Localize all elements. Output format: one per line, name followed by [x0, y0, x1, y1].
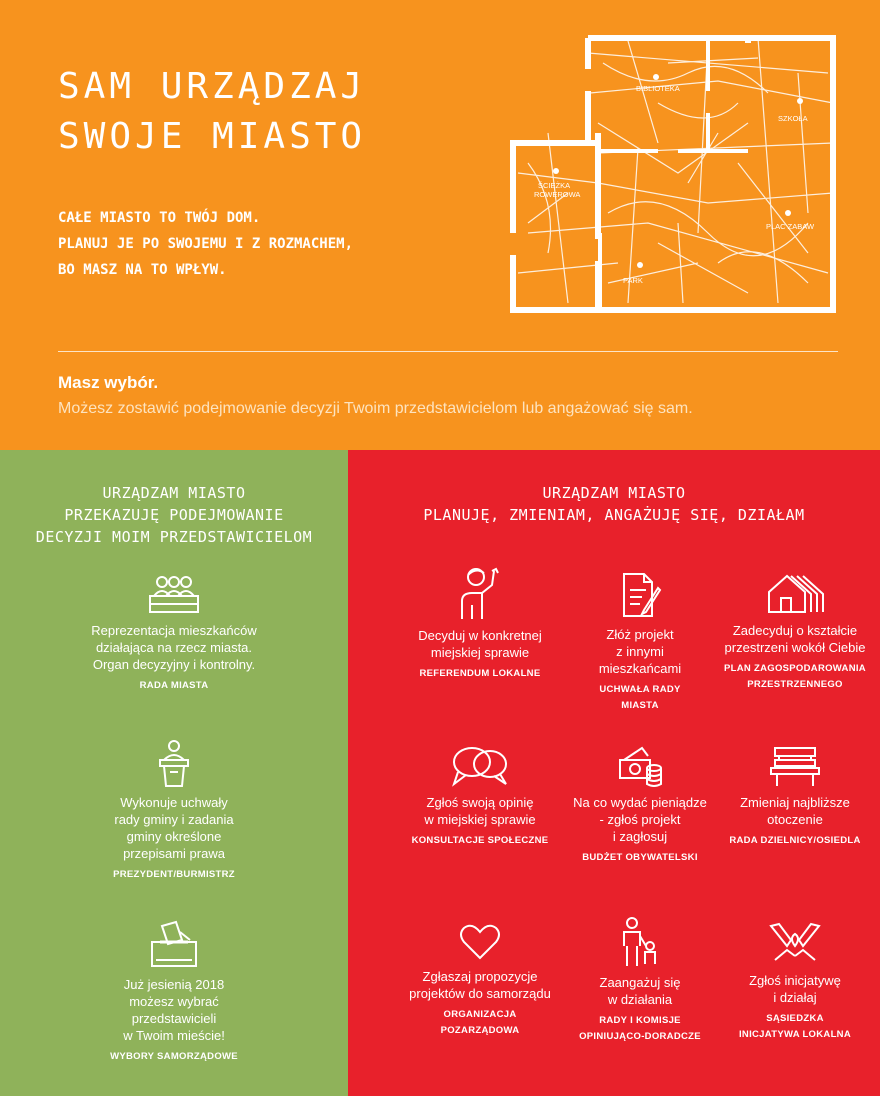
houses-icon: [765, 570, 825, 616]
item-rada-dzielnicy: Zmieniaj najbliższe otoczenie RADA DZIELNICY/OSIEDLA: [710, 744, 880, 849]
document-pen-icon: [618, 570, 662, 620]
item-wybory: Już jesienią 2018 możesz wybrać przedstawicieli w Twoim mieście! WYBORY SAMORZĄDOWE: [24, 920, 324, 1065]
map-label-bike-path: ŚCIEŻKA: [538, 181, 571, 190]
item-budzet: Na co wydać pieniądze - zgłoś projekt i zagłosuj BUDŻET OBYWATELSKI: [560, 744, 720, 866]
heart-icon: [458, 922, 502, 962]
tagline: CAŁE MIASTO TO TWÓJ DOM. PLANUJ JE PO SWOJEMU I Z ROZMACHEM, BO MASZ NA TO WPŁYW.: [58, 210, 354, 278]
right-column-participation: [348, 450, 880, 1096]
council-icon: [144, 572, 204, 616]
item-inicjatywa: Zgłoś inicjatywę i działaj SĄSIEDZKA INICJATYWA LOKALNA: [710, 920, 880, 1043]
speech-bubbles-icon: [450, 744, 510, 788]
bench-icon: [769, 744, 821, 788]
ballot-box-icon: [146, 920, 202, 970]
podium-speaker-icon: [152, 738, 196, 788]
right-heading: URZĄDZAM MIASTO PLANUJĘ, ZMIENIAM, ANGAŻUJĘ SIĘ, DZIAŁAM: [423, 484, 805, 524]
money-coins-icon: [616, 744, 664, 788]
helping-hands-icon: [769, 920, 821, 966]
item-uchwala: Złóż projekt z innymi mieszkańcami UCHWAŁA RADY MIASTA: [560, 570, 720, 714]
map-label-playground: PLAC ZABAW: [766, 222, 815, 231]
item-konsultacje: Zgłoś swoją opinię w miejskiej sprawie KONSULTACJE SPOŁECZNE: [400, 744, 560, 849]
map-label-library: BIBLIOTEKA: [636, 84, 680, 93]
item-organizacja: Zgłaszaj propozycje projektów do samorządu ORGANIZACJA POZARZĄDOWA: [400, 922, 560, 1039]
divider: [58, 351, 838, 352]
left-heading: URZĄDZAM MIASTO PRZEKAZUJĘ PODEJMOWANIE DECYZJI MOIM PRZEDSTAWICIELOM: [35, 484, 313, 546]
city-floorplan-map: [508, 33, 838, 315]
left-column-representatives: [0, 450, 348, 1096]
header-section: [0, 0, 880, 450]
item-prezydent: Wykonuje uchwały rady gminy i zadania gminy określone przepisami prawa PREZYDENT/BURMISTRZ: [24, 738, 324, 883]
map-label-school: SZKOŁA: [778, 114, 808, 123]
item-rady-komisje: Zaangażuj się w działania RADY I KOMISJE OPINIUJĄCO-DORADCZE: [560, 916, 720, 1045]
item-plan-zagospodarowania: Zadecyduj o kształcie przestrzeni wokół Ciebie PLAN ZAGOSPODAROWANIA PRZESTRZENNEGO: [710, 570, 880, 693]
map-label-park: PARK: [623, 276, 643, 285]
choice-text: Możesz zostawić podejmowanie decyzji Twoim przedstawicielom lub angażować się sam.: [58, 400, 693, 417]
item-rada-miasta: Reprezentacja mieszkańców działająca na rzecz miasta. Organ decyzyjny i kontrolny. RADA MIASTA: [24, 572, 324, 694]
map-label-bike-path-2: ROWEROWA: [534, 190, 581, 199]
raised-hand-person-icon: [458, 565, 502, 621]
page-title: SAM URZĄDZAJ SWOJE MIASTO: [58, 66, 367, 157]
item-referendum: Decyduj w konkretnej miejskiej sprawie REFERENDUM LOKALNE: [400, 565, 560, 682]
adult-child-icon: [618, 916, 662, 968]
choice-heading: Masz wybór.: [58, 373, 159, 392]
